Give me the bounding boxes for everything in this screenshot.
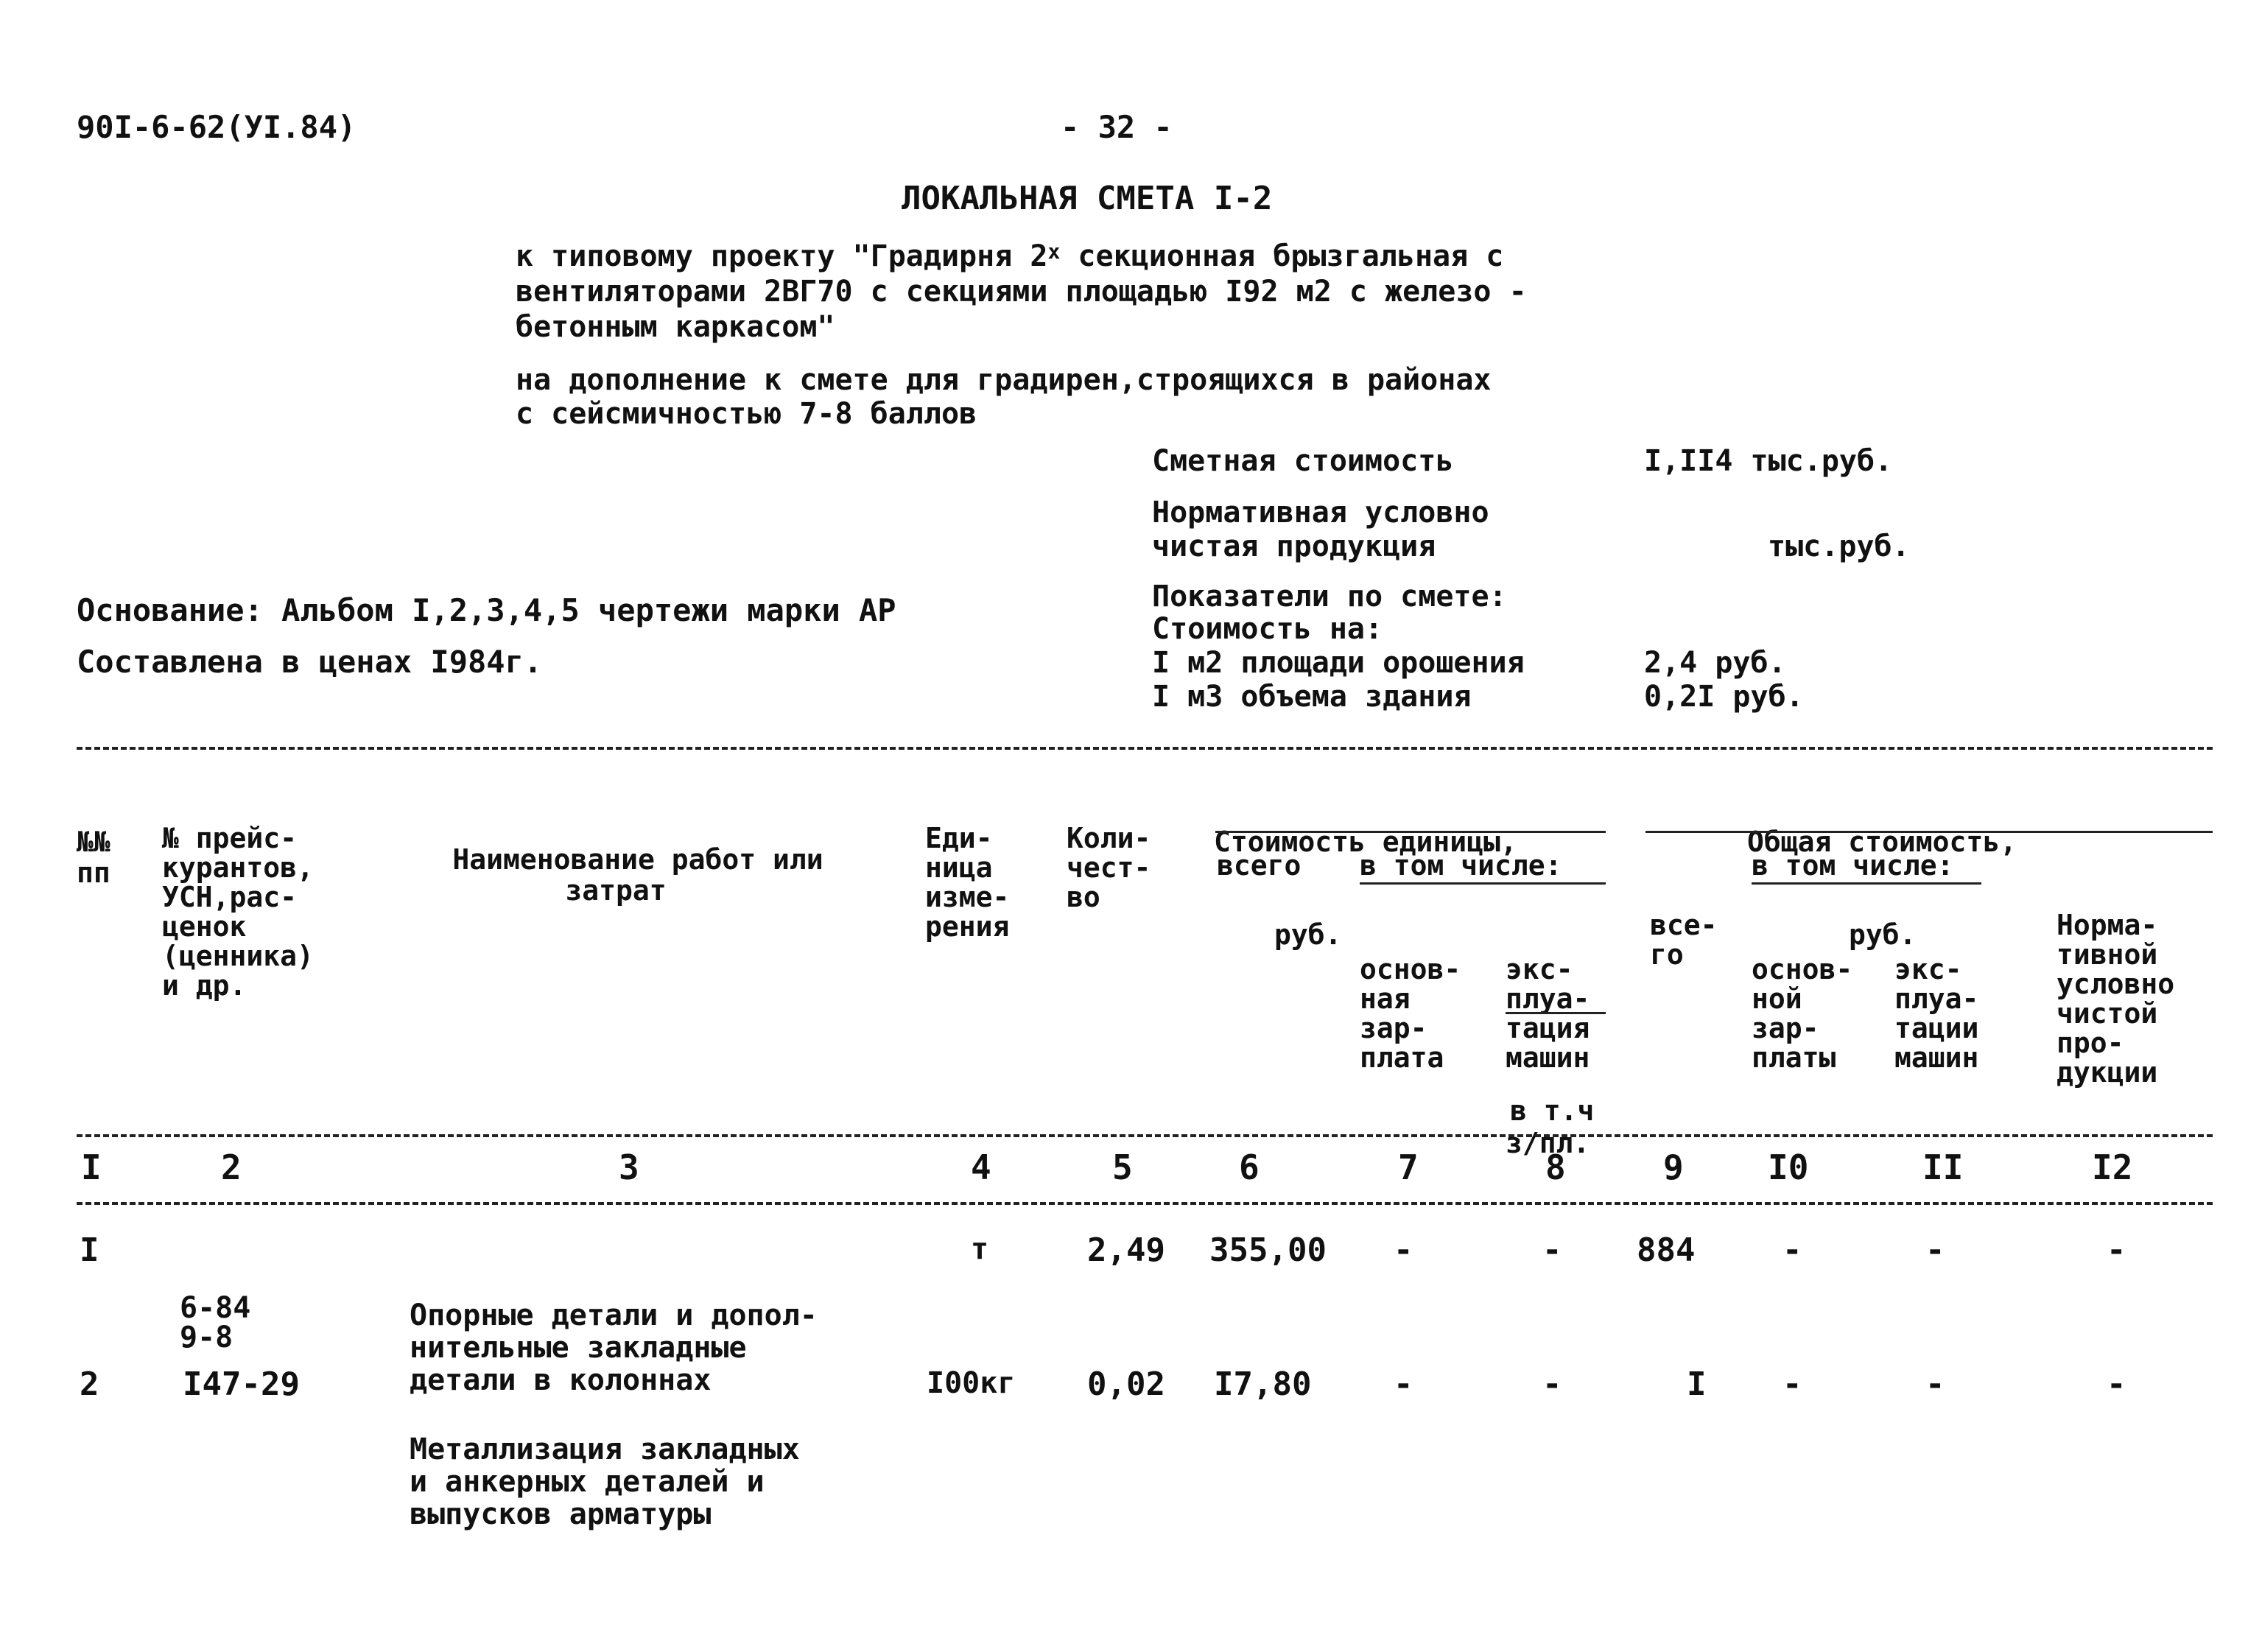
prices-line: Составлена в ценах I984г. (77, 644, 543, 680)
header-bottom-rule (77, 1134, 2213, 1137)
header-col-2: № прейс- курантов, УСН,рас- ценок (ценника) и др. (162, 822, 314, 1002)
row-1-number: I (80, 1231, 99, 1269)
colnum-2: 2 (221, 1147, 242, 1187)
row-2-col6: I7,80 (1214, 1365, 1312, 1403)
page-number: - 32 - (1061, 109, 1173, 145)
row-1-col6: 355,00 (1209, 1231, 1327, 1269)
volume-indicator-value: 0,2I руб. (1644, 680, 1804, 714)
header-col-4: Еди- ница изме- рения (925, 822, 1010, 943)
unit-cost-underline (1215, 831, 1606, 833)
document-code: 90I-6-62(УI.84) (77, 109, 356, 145)
including-label-2: в том числе: (1752, 849, 1954, 882)
area-indicator-label: I м2 площади орошения (1152, 646, 1525, 680)
row-2-name: Металлизация закладных и анкерных деталей и выпусков арматуры (410, 1433, 800, 1531)
colnum-11: II (1922, 1147, 1964, 1187)
colnum-6: 6 (1239, 1147, 1260, 1187)
project-line-3: бетонным каркасом" (516, 310, 835, 344)
row-2-qty: 0,02 (1087, 1365, 1165, 1403)
header-col-1: №№ пп (77, 826, 110, 889)
including-underline-2 (1752, 882, 1981, 885)
volume-indicator-label: I м3 объема здания (1152, 680, 1472, 714)
colnum-bottom-rule (77, 1202, 2213, 1205)
header-col-10: основ- ной зар- платы (1752, 953, 1853, 1074)
colnum-1: I (81, 1147, 102, 1187)
colnum-3: 3 (619, 1147, 639, 1187)
row-2-number: 2 (80, 1365, 99, 1403)
row-1-col10: - (1782, 1231, 1802, 1269)
project-line-2: вентиляторами 2ВГ70 с секциями площадью I92 м2 с железо - (516, 275, 1527, 309)
area-indicator-value: 2,4 руб. (1644, 646, 1786, 680)
document-title: ЛОКАЛЬНАЯ СМЕТА I-2 (902, 180, 1273, 217)
colnum-4: 4 (971, 1147, 991, 1187)
estimated-cost-label: Сметная стоимость (1152, 444, 1454, 478)
row-2-col8: - (1542, 1365, 1562, 1403)
normative-label-2: чистая продукция (1152, 530, 1436, 563)
row-1-col8: - (1542, 1231, 1562, 1269)
normative-unit: тыс.руб. (1768, 530, 1910, 563)
row-1-name: Опорные детали и допол- нительные закладные детали в колоннах (410, 1298, 818, 1397)
purpose-line-2: с сейсмичностью 7-8 баллов (516, 397, 977, 431)
row-2-col11: - (1925, 1365, 1945, 1403)
row-2-col10: - (1782, 1365, 1802, 1403)
header-col-6: всего (1217, 849, 1302, 882)
row-1-col12: - (2107, 1231, 2126, 1269)
col-8-underline (1506, 1012, 1606, 1014)
indicators-label: Показатели по смете: (1152, 580, 1507, 614)
header-col-3: Наименование работ или затрат (452, 843, 823, 907)
row-1-qty: 2,49 (1087, 1231, 1165, 1269)
row-1-col9: 884 (1637, 1231, 1696, 1269)
row-2-ref: I47-29 (183, 1365, 300, 1403)
header-col-8: экс- плуа- тация машин (1506, 953, 1590, 1074)
estimated-cost-value: I,II4 тыс.руб. (1644, 444, 1893, 478)
including-underline-1 (1360, 882, 1606, 885)
total-cost-underline (1645, 831, 2213, 833)
colnum-10: I0 (1768, 1147, 1809, 1187)
header-col-7: основ- ная зар- плата (1360, 953, 1461, 1074)
project-line-1: к типовому проекту "Градирня 2$^x$ секционная брызгальная с (516, 239, 1504, 273)
row-2-unit: I00кг (927, 1366, 1016, 1400)
row-1-ref: 6-84 9-8 (180, 1291, 251, 1354)
cost-on-label: Стоимость на: (1152, 612, 1383, 646)
including-label-1: в том числе: (1360, 849, 1562, 882)
purpose-line-1: на дополнение к смете для градирен,строящихся в районах (516, 363, 1492, 397)
row-1-col11: - (1925, 1231, 1945, 1269)
basis-line: Основание: Альбом I,2,3,4,5 чертежи марки АР (77, 592, 896, 628)
normative-label-1: Нормативная условно (1152, 496, 1489, 530)
unit-cost-header: Стоимость единицы, руб. (1214, 826, 1517, 951)
header-col-12: Норма- тивной условно чистой про- дукции (2056, 909, 2175, 1089)
header-col-11: экс- плуа- тации машин (1894, 953, 1979, 1074)
header-col-8-sub: в т.ч з/пл. (1506, 1094, 1595, 1159)
colnum-8: 8 (1545, 1147, 1566, 1187)
row-2-col9: I (1687, 1365, 1707, 1403)
total-cost-header: Общая стоимость, руб. (1747, 826, 2017, 951)
header-col-9: все- го (1650, 909, 1718, 971)
header-col-5: Коли- чест- во (1067, 822, 1151, 913)
row-2-col7: - (1394, 1365, 1413, 1403)
colnum-5: 5 (1112, 1147, 1133, 1187)
table-top-rule (77, 747, 2213, 750)
row-1-unit: т (971, 1232, 989, 1266)
row-1-col7: - (1394, 1231, 1413, 1269)
row-2-col12: - (2107, 1365, 2126, 1403)
colnum-9: 9 (1663, 1147, 1684, 1187)
colnum-7: 7 (1398, 1147, 1419, 1187)
colnum-12: I2 (2092, 1147, 2133, 1187)
